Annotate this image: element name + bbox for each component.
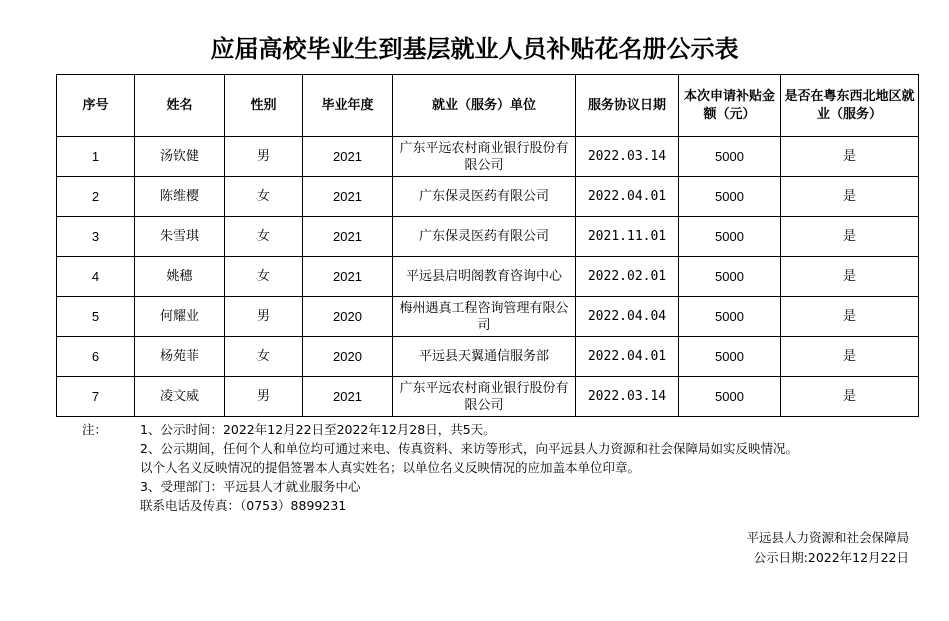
cell-index: 7: [57, 377, 135, 417]
cell-name: 姚穗: [135, 257, 225, 297]
cell-agreement-date: 2022.04.01: [576, 337, 679, 377]
cell-grad-year: 2021: [303, 217, 393, 257]
notes-section: [82, 420, 922, 515]
header-cell: 就业（服务）单位: [393, 75, 576, 137]
table-row: [57, 377, 919, 417]
cell-employer: 平远县启明阁教育咨询中心: [393, 257, 576, 297]
cell-employer: 广东平远农村商业银行股份有限公司: [393, 137, 576, 177]
cell-index: 6: [57, 337, 135, 377]
cell-gender: 男: [225, 137, 303, 177]
page-title: 应届高校毕业生到基层就业人员补贴花名册公示表: [210, 35, 739, 63]
cell-employer: 广东平远农村商业银行股份有限公司: [393, 377, 576, 417]
cell-index: 3: [57, 217, 135, 257]
cell-grad-year: 2021: [303, 377, 393, 417]
cell-amount: 5000: [679, 337, 781, 377]
table-row: [57, 177, 919, 217]
table-row: [57, 217, 919, 257]
cell-region-flag: 是: [781, 177, 919, 217]
cell-amount: 5000: [679, 297, 781, 337]
header-cell: 姓名: [135, 75, 225, 137]
cell-region-flag: 是: [781, 257, 919, 297]
note-publicity-period: 1、公示时间：2022年12月22日至2022年12月28日，共5天。: [140, 422, 496, 437]
cell-agreement-date: 2022.02.01: [576, 257, 679, 297]
cell-region-flag: 是: [781, 137, 919, 177]
cell-amount: 5000: [679, 137, 781, 177]
cell-gender: 女: [225, 337, 303, 377]
footer-signature: [746, 528, 909, 568]
cell-employer: 梅州遇真工程咨询管理有限公司: [393, 297, 576, 337]
header-cell: 是否在粤东西北地区就业（服务）: [781, 75, 919, 137]
cell-index: 4: [57, 257, 135, 297]
cell-region-flag: 是: [781, 337, 919, 377]
cell-grad-year: 2021: [303, 257, 393, 297]
cell-amount: 5000: [679, 377, 781, 417]
cell-gender: 女: [225, 177, 303, 217]
cell-index: 1: [57, 137, 135, 177]
publish-date: 公示日期:2022年12月22日: [753, 550, 909, 565]
note-handling-department: 3、受理部门：平远县人才就业服务中心: [140, 479, 361, 494]
cell-agreement-date: 2021.11.01: [576, 217, 679, 257]
cell-gender: 女: [225, 217, 303, 257]
cell-agreement-date: 2022.04.04: [576, 297, 679, 337]
cell-name: 汤钦健: [135, 137, 225, 177]
header-cell: 服务协议日期: [576, 75, 679, 137]
header-cell: 性别: [225, 75, 303, 137]
cell-employer: 平远县天翼通信服务部: [393, 337, 576, 377]
cell-name: 杨苑菲: [135, 337, 225, 377]
table-row: [57, 297, 919, 337]
cell-index: 2: [57, 177, 135, 217]
cell-region-flag: 是: [781, 217, 919, 257]
cell-grad-year: 2020: [303, 337, 393, 377]
table-row: [57, 257, 919, 297]
cell-name: 朱雪琪: [135, 217, 225, 257]
issuing-organization: 平远县人力资源和社会保障局: [746, 530, 909, 545]
cell-region-flag: 是: [781, 297, 919, 337]
cell-amount: 5000: [679, 257, 781, 297]
header-cell: 序号: [57, 75, 135, 137]
cell-gender: 男: [225, 377, 303, 417]
cell-amount: 5000: [679, 177, 781, 217]
cell-employer: 广东保灵医药有限公司: [393, 177, 576, 217]
header-cell: 本次申请补贴金额（元）: [679, 75, 781, 137]
note-feedback-channels: 2、公示期间，任何个人和单位均可通过来电、传真资料、来访等形式，向平远县人力资源和社会保障局如实反映情况。: [140, 441, 798, 456]
cell-region-flag: 是: [781, 377, 919, 417]
cell-grad-year: 2020: [303, 297, 393, 337]
table-row: [57, 137, 919, 177]
header-cell: 毕业年度: [303, 75, 393, 137]
cell-grad-year: 2021: [303, 177, 393, 217]
subsidy-roster-table: [56, 74, 919, 417]
cell-name: 陈维樱: [135, 177, 225, 217]
cell-employer: 广东保灵医药有限公司: [393, 217, 576, 257]
table-header-row: [57, 75, 919, 137]
cell-index: 5: [57, 297, 135, 337]
cell-gender: 女: [225, 257, 303, 297]
cell-grad-year: 2021: [303, 137, 393, 177]
note-contact-phone: 联系电话及传真：（0753）8899231: [140, 498, 347, 513]
cell-amount: 5000: [679, 217, 781, 257]
table-row: [57, 337, 919, 377]
cell-gender: 男: [225, 297, 303, 337]
note-feedback-signature: 以个人名义反映情况的提倡签署本人真实姓名；以单位名义反映情况的应加盖本单位印章。: [140, 460, 641, 475]
cell-name: 凌文威: [135, 377, 225, 417]
cell-agreement-date: 2022.03.14: [576, 137, 679, 177]
notes-label: 注：: [82, 422, 108, 437]
cell-agreement-date: 2022.04.01: [576, 177, 679, 217]
cell-name: 何耀业: [135, 297, 225, 337]
cell-agreement-date: 2022.03.14: [576, 377, 679, 417]
note-line: [82, 420, 922, 439]
